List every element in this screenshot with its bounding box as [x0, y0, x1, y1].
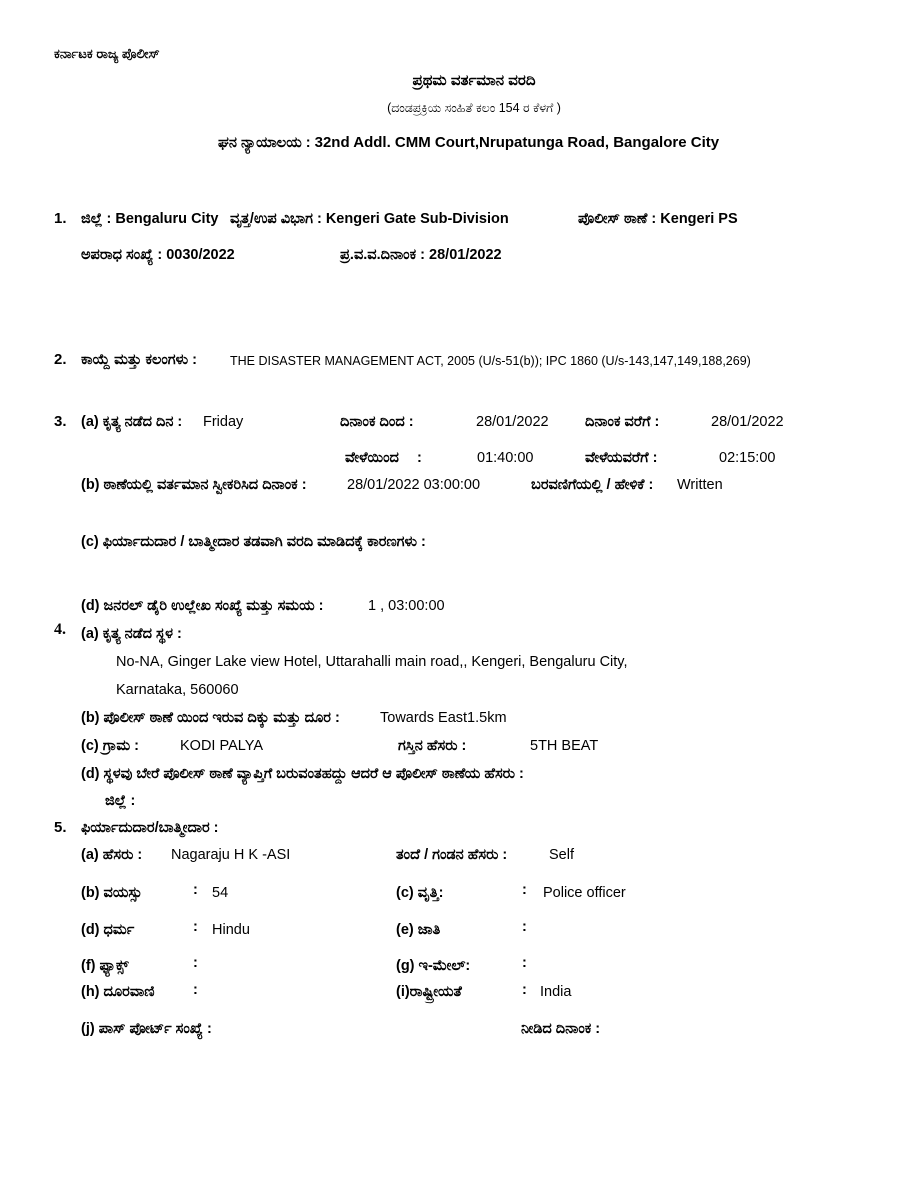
section-5-number: 5.	[54, 819, 67, 836]
section-2-number: 2.	[54, 351, 67, 368]
occupation-label: (c) ವೃತ್ತಿ:	[396, 885, 444, 901]
occupation-value: Police officer	[543, 885, 626, 901]
issued-date-label: ನೀಡಿದ ದಿನಾಂಕ :	[521, 1021, 601, 1037]
age-value: 54	[212, 885, 229, 901]
father-name-value: Self	[549, 847, 574, 863]
caste-colon: :	[522, 919, 527, 935]
name-label: (a) ಹೆಸರು :	[81, 847, 143, 863]
beat-value: 5TH BEAT	[530, 738, 599, 754]
police-station-field	[578, 210, 738, 228]
subdivision-field	[230, 210, 509, 228]
court-label: ಘನ ನ್ಯಾಯಾಲಯ :	[218, 135, 311, 151]
complainant-heading: ಫಿರ್ಯಾದುದಾರ/ಬಾತ್ಮೀದಾರ :	[81, 820, 219, 836]
nationality-label: (i)ರಾಷ್ಟ್ರೀಯತೆ	[396, 984, 462, 1000]
other-district-label: ಜಿಲ್ಲೆ :	[105, 793, 136, 809]
place-label: (a) ಕೃತ್ಯ ನಡೆದ ಸ್ಥಳ :	[81, 626, 182, 642]
religion-value: Hindu	[212, 922, 250, 938]
to-date-value: 28/01/2022	[711, 414, 784, 430]
nationality-value: India	[540, 984, 572, 1000]
fir-date-value: 28/01/2022	[429, 247, 502, 263]
fir-date-field	[340, 246, 502, 264]
received-date-value: 28/01/2022 03:00:00	[347, 477, 481, 493]
phone-label: (h) ದೂರವಾಣಿ	[81, 984, 155, 1000]
from-time-value: 01:40:00	[477, 450, 534, 466]
police-station-label: ಪೊಲೀಸ್ ಠಾಣೆ :	[578, 211, 657, 227]
district-value: Bengaluru City	[115, 211, 219, 227]
occupation-colon: :	[522, 882, 527, 898]
religion-colon: :	[193, 919, 198, 935]
father-name-label: ತಂದೆ / ಗಂಡನ ಹೆಸರು :	[396, 847, 508, 863]
fir-date-label: ಪ್ರ.ವ.ವ.ದಿನಾಂಕ :	[340, 247, 425, 263]
religion-label: (d) ಧರ್ಮ	[81, 922, 135, 938]
written-label: ಬರವಣಿಗೆಯಲ್ಲಿ / ಹೇಳಿಕೆ :	[531, 477, 654, 493]
court-value: 32nd Addl. CMM Court,Nrupatunga Road, Bangalore City	[314, 134, 720, 151]
org-name: ಕರ್ನಾಟಕ ರಾಜ್ಯ ಪೊಲೀಸ್	[54, 46, 160, 61]
other-station-label: (d) ಸ್ಥಳವು ಬೇರೆ ಪೊಲೀಸ್ ಠಾಣೆ ವ್ಯಾಪ್ತಿಗೆ ಬರುವಂತಹದ್ದು ಆದರೆ ಆ ಪೊಲೀಸ್ ಠಾಣೆಯ ಹೆಸರು :	[81, 766, 524, 782]
general-diary-label: (d) ಜನರಲ್ ಡೈರಿ ಉಲ್ಲೇಖ ಸಂಖ್ಯೆ ಮತ್ತು ಸಮಯ :	[81, 598, 324, 614]
subdivision-label: ವೃತ್ತ/ಉಪ ವಿಭಾಗ :	[230, 211, 322, 227]
court-line	[218, 134, 719, 152]
email-colon: :	[522, 955, 527, 971]
from-date-label: ದಿನಾಂಕ ದಿಂದ :	[340, 414, 414, 430]
crime-number-field	[81, 246, 235, 264]
general-diary-value: 1 , 03:00:00	[368, 598, 445, 614]
fax-colon: :	[193, 955, 198, 971]
district-label: ಜಿಲ್ಲೆ :	[81, 211, 112, 227]
crime-number-label: ಅಪರಾಧ ಸಂಖ್ಯೆ :	[81, 247, 163, 263]
direction-distance-value: Towards East1.5km	[380, 710, 507, 726]
fax-label: (f) ಫ್ಯಾಕ್ಸ್	[81, 958, 129, 974]
police-station-value: Kengeri PS	[660, 211, 738, 227]
occurrence-day-label: (a) ಕೃತ್ಯ ನಡೆದ ದಿನ :	[81, 414, 183, 430]
age-colon: :	[193, 882, 198, 898]
name-value: Nagaraju H K -ASI	[171, 847, 291, 863]
to-time-value: 02:15:00	[719, 450, 776, 466]
place-address-line-1: No-NA, Ginger Lake view Hotel, Uttarahalli main road,, Kengeri, Bengaluru City,	[116, 654, 628, 670]
delay-reason-label: (c) ಫಿರ್ಯಾದುದಾರ / ಬಾತ್ಮೀದಾರ ತಡವಾಗಿ ವರದಿ ಮಾಡಿದಕ್ಕೆ ಕಾರಣಗಳು :	[81, 534, 426, 550]
village-value: KODI PALYA	[180, 738, 263, 754]
received-date-label: (b) ಠಾಣೆಯಲ್ಲಿ ವರ್ತಮಾನ ಸ್ವೀಕರಿಸಿದ ದಿನಾಂಕ :	[81, 477, 307, 493]
section-3-number: 3.	[54, 413, 67, 430]
from-time-label: ವೇಳೆಯಿಂದ	[345, 450, 399, 466]
district-field	[81, 210, 218, 228]
nationality-colon: :	[522, 982, 527, 998]
age-label: (b) ವಯಸ್ಸು	[81, 885, 143, 901]
direction-distance-label: (b) ಪೊಲೀಸ್ ಠಾಣೆ ಯಿಂದ ಇರುವ ದಿಕ್ಕು ಮತ್ತು ದೂರ :	[81, 710, 340, 726]
from-time-colon: :	[417, 450, 422, 466]
crime-number-value: 0030/2022	[166, 247, 235, 263]
written-value: Written	[677, 477, 723, 493]
place-address-line-2: Karnataka, 560060	[116, 682, 239, 698]
to-date-label: ದಿನಾಂಕ ವರೆಗೆ :	[585, 414, 660, 430]
document-title: ಪ್ರಥಮ ವರ್ತಮಾನ ವರದಿ	[412, 72, 536, 89]
email-label: (g) ಇ-ಮೇಲ್:	[396, 958, 471, 974]
beat-label: ಗಸ್ತಿನ ಹೆಸರು :	[398, 738, 467, 754]
caste-label: (e) ಜಾತಿ	[396, 922, 441, 938]
acts-value: THE DISASTER MANAGEMENT ACT, 2005 (U/s-51(b)); IPC 1860 (U/s-143,147,149,188,269)	[230, 354, 751, 368]
subdivision-value: Kengeri Gate Sub-Division	[325, 211, 509, 227]
village-label: (c) ಗ್ರಾಮ :	[81, 738, 139, 754]
document-subtitle: (ದಂಡಪ್ರಕ್ರಿಯ ಸಂಹಿತೆ ಕಲಂ 154 ರ ಕೆಳಗೆ )	[387, 101, 561, 115]
from-date-value: 28/01/2022	[476, 414, 549, 430]
to-time-label: ವೇಳೆಯವರೆಗೆ :	[585, 450, 658, 466]
section-1-number: 1.	[54, 210, 67, 227]
occurrence-day-value: Friday	[203, 414, 244, 430]
acts-label: ಕಾಯ್ದೆ ಮತ್ತು ಕಲಂಗಳು :	[81, 352, 197, 368]
passport-number-label: (j) ಪಾಸ್ ಪೋರ್ಟ್ ಸಂಖ್ಯೆ :	[81, 1021, 212, 1037]
section-4-number: 4.	[54, 621, 66, 638]
phone-colon: :	[193, 982, 198, 998]
